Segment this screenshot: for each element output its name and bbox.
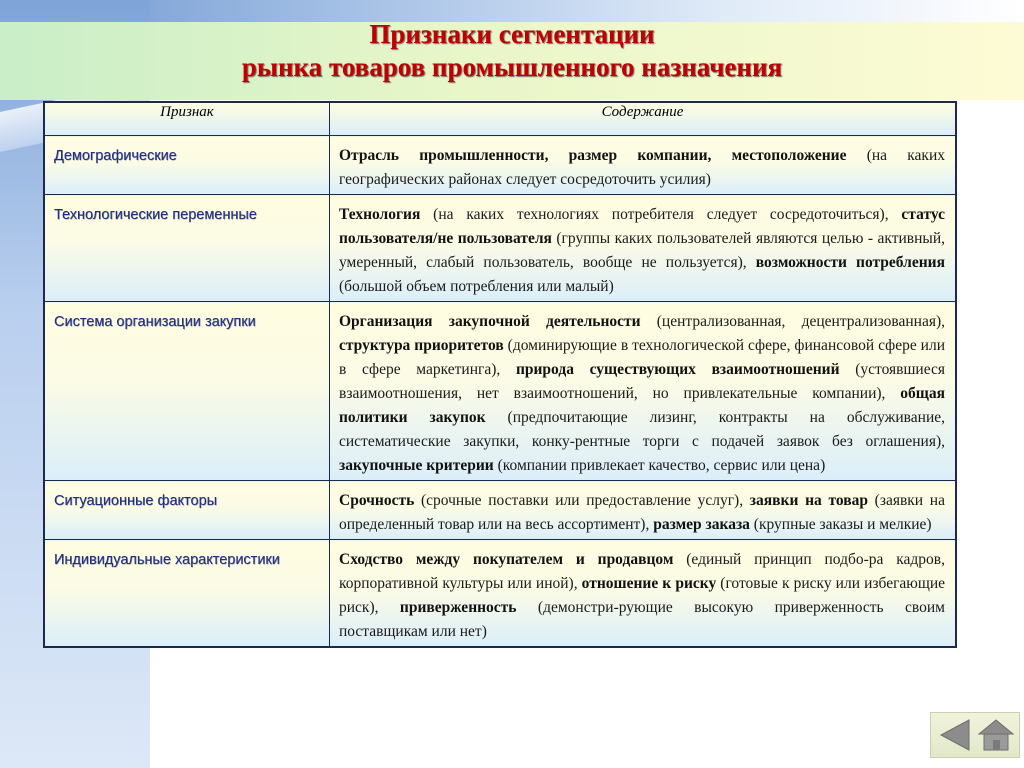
table-body	[44, 136, 956, 648]
home-button[interactable]	[977, 717, 1015, 753]
content-key-term: Отрасль промышленности, размер компании, местоположение	[339, 147, 847, 164]
slide-title-line-1: Признаки сегментации	[369, 19, 655, 49]
table-row	[44, 136, 956, 195]
content-key-term: общая политики закупок	[339, 385, 945, 426]
sign-cell: Технологические переменные	[44, 195, 330, 302]
sign-cell: Индивидуальные характеристики	[44, 540, 330, 648]
content-text: (компании привлекает качество, сервис или цена)	[493, 457, 826, 474]
content-text: (предпочитающие лизинг, контракты на обслуживание, систематические закупки, конку-рентные торги с подачей заявок без оглашения),	[339, 409, 945, 450]
content-text: (срочные поставки или предоставление услуг),	[414, 492, 750, 509]
content-key-term: приверженность	[399, 599, 517, 616]
content-key-term: размер заказа	[653, 516, 750, 533]
content-text: (группы каких пользователей являются целью - активный, умеренный, слабый пользователь, вообще не пользуется),	[339, 230, 945, 271]
content-key-term: Сходство между покупателем и продавцом	[339, 551, 674, 568]
sign-cell: Демографические	[44, 136, 330, 195]
content-key-term: Технология	[339, 206, 421, 223]
sign-cell: Система организации закупки	[44, 302, 330, 481]
content-text: (на каких географических районах следует сосредоточить усилия)	[339, 147, 945, 188]
content-text: (централизованная, децентрализованная),	[640, 313, 945, 330]
content-key-term: заявки на товар	[749, 492, 868, 509]
content-cell	[330, 540, 957, 648]
content-text: (заявки на определенный товар или на весь ассортимент),	[339, 492, 945, 533]
sign-cell: Ситуационные факторы	[44, 481, 330, 540]
content-text: (устоявшиеся взаимоотношения, нет взаимоотношений, но привлекательные компании),	[339, 361, 945, 402]
content-text: (демонстри-рующие высокую приверженность своим поставщикам или нет)	[339, 599, 945, 640]
content-cell	[330, 195, 957, 302]
table-row	[44, 195, 956, 302]
content-text: (на каких технологиях потребителя следует сосредоточиться),	[420, 206, 902, 223]
content-text: (доминирующие в технологической сфере, финансовой сфере или в сфере маркетинга),	[339, 337, 945, 378]
content-cell	[330, 481, 957, 540]
content-key-term: отношение к риску	[581, 575, 717, 592]
content-key-term: Организация закупочной деятельности	[339, 313, 641, 330]
table-row	[44, 481, 956, 540]
content-key-term: закупочные критерии	[339, 457, 494, 474]
back-button[interactable]	[935, 717, 973, 753]
content-key-term: природа существующих взаимоотношений	[515, 361, 840, 378]
segmentation-table	[43, 101, 957, 648]
content-key-term: структура приоритетов	[339, 337, 504, 354]
table-header-row	[44, 102, 956, 136]
back-arrow-icon	[935, 717, 973, 753]
content-key-term: Срочность	[339, 492, 415, 509]
content-text: (большой объем потребления или малый)	[339, 278, 614, 295]
home-icon	[977, 717, 1015, 753]
header-content: Содержание	[330, 102, 957, 136]
content-text: (готовые к риску или избегающие риск),	[339, 575, 946, 616]
slide-title-line-2: рынка товаров промышленного назначения	[241, 52, 783, 82]
content-text: (крупные заказы и мелкие)	[749, 516, 932, 533]
slide-title	[0, 18, 1024, 84]
content-cell	[330, 136, 957, 195]
content-key-term: статус пользователя/не пользователя	[339, 206, 945, 247]
header-sign: Признак	[44, 102, 330, 136]
navigation-panel	[930, 712, 1020, 758]
table-row	[44, 302, 956, 481]
content-text: (единый принцип подбо-ра кадров, корпоративной культуры или иной),	[339, 551, 945, 592]
content-key-term: возможности потребления	[755, 254, 945, 271]
table-row	[44, 540, 956, 648]
content-cell	[330, 302, 957, 481]
